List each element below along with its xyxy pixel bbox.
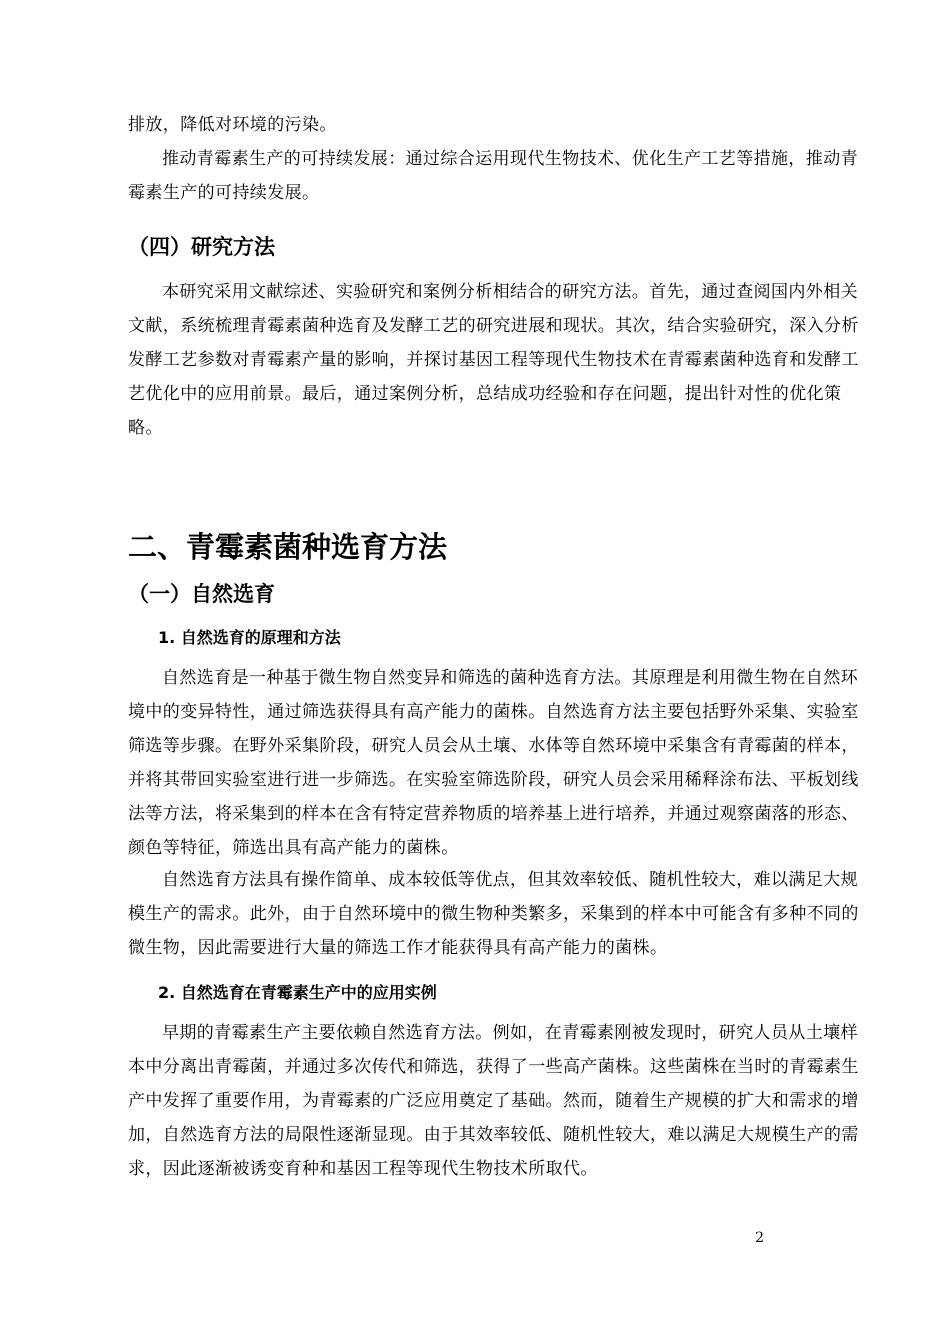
paragraph-application-example: 早期的青霉素生产主要依赖自然选育方法。例如，在青霉素刚被发现时，研究人员从土壤样本中分离出青霉菌，并通过多次传代和筛选，获得了一些高产菌株。这些菌株在当时的青霉素生产中发挥了重要作用，为青霉素的广泛应用奠定了基础。然而，随着生产规模的扩大和需求的增加，自然选育方法的局限性逐渐显现。由于其效率较低、随机性较大，难以满足大规模生产的需求，因此逐渐被诱变育种和基因工程等现代生物技术所取代。 xyxy=(128,1023,859,1179)
chapter-heading-strain-breeding: 二、青霉素菌种选育方法 xyxy=(128,530,448,564)
page-number-text: 2 xyxy=(755,1230,764,1246)
paragraph-research-method: 本研究采用文献综述、实验研究和案例分析相结合的研究方法。首先，通过查阅国内外相关文献，系统梳理青霉素菌种选育及发酵工艺的研究进展和现状。其次，结合实验研究，深入分析发酵工艺参数对青霉素产量的影响，并探讨基因工程等现代生物技术在青霉素菌种选育和发酵工艺优化中的应用前景。最后，通过案例分析，总结成功经验和存在问题，提出针对性的优化策略。 xyxy=(128,282,859,438)
paragraph-continuation: 排放，降低对环境的污染。 xyxy=(128,115,337,135)
section-heading-research-method: （四）研究方法 xyxy=(128,235,275,259)
subsection-heading-principle: 1. 自然选育的原理和方法 xyxy=(158,628,341,647)
section-heading-natural-selection: （一）自然选育 xyxy=(128,582,275,606)
paragraph-natural-selection-principle: 自然选育是一种基于微生物自然变异和筛选的菌种选育方法。其原理是利用微生物在自然环境中的变异特性，通过筛选获得具有高产能力的菌株。自然选育方法主要包括野外采集、实验室筛选等步骤。在野外采集阶段，研究人员会从土壤、水体等自然环境中采集含有青霉菌的样本，并将其带回实验室进行进一步筛选。在实验室筛选阶段，研究人员会采用稀释涂布法、平板划线法等方法，将采集到的样本在含有特定营养物质的培养基上进行培养，并通过观察菌落的形态、颜色等特征，筛选出具有高产能力的菌株。 xyxy=(128,668,859,858)
subsection-heading-application: 2. 自然选育在青霉素生产中的应用实例 xyxy=(158,983,437,1002)
paragraph-sustainable-development: 推动青霉素生产的可持续发展：通过综合运用现代生物技术、优化生产工艺等措施，推动青霉素生产的可持续发展。 xyxy=(128,149,858,203)
paragraph-natural-selection-pros-cons: 自然选育方法具有操作简单、成本较低等优点，但其效率较低、随机性较大，难以满足大规模生产的需求。此外，由于自然环境中的微生物种类繁多，采集到的样本中可能含有多种不同的微生物，因此需要进行大量的筛选工作才能获得具有高产能力的菌株。 xyxy=(128,870,859,958)
page-number xyxy=(0,1228,764,1248)
